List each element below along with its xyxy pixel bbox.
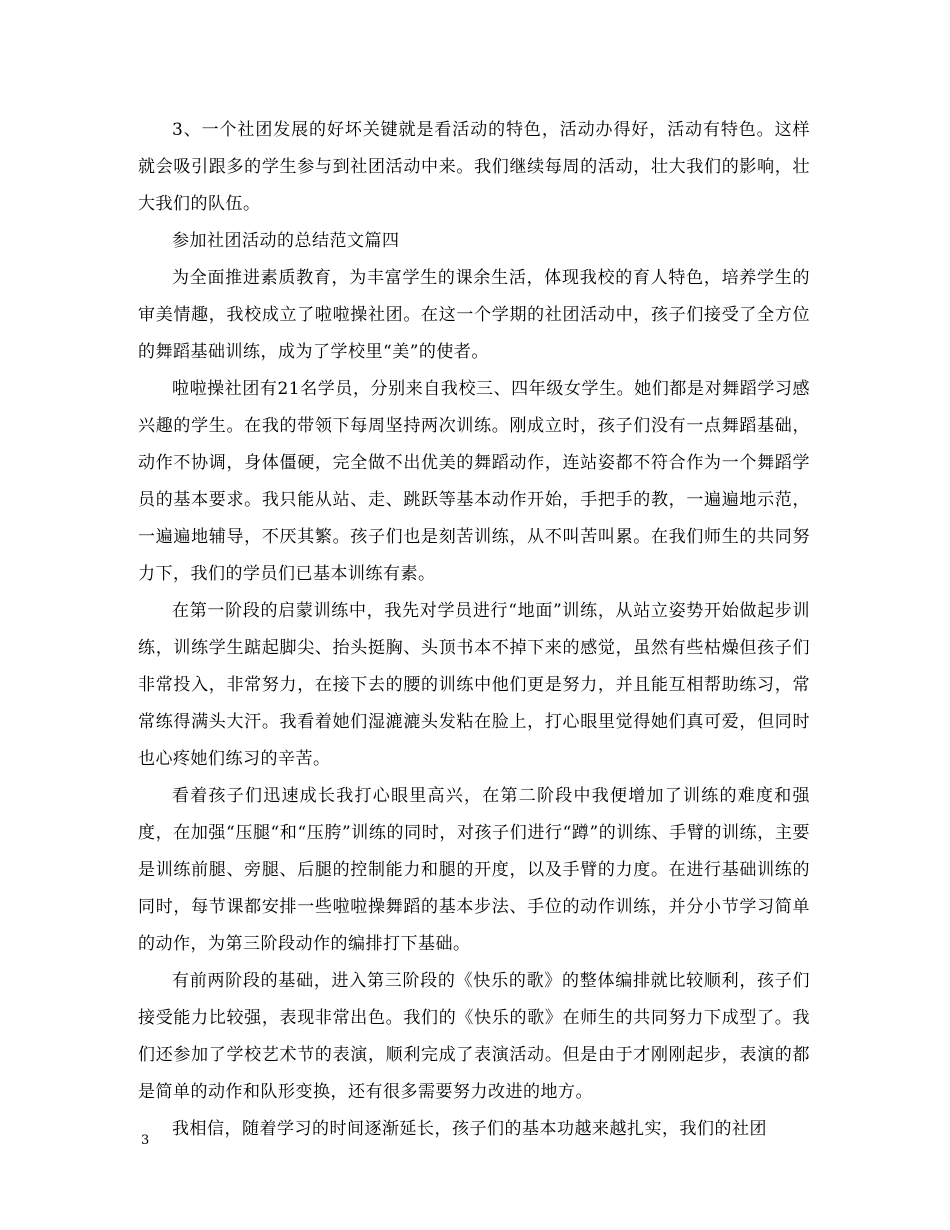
page-number: 3 (141, 1133, 150, 1148)
paragraph-conclusion: 我相信，随着学习的时间逐渐延长，孩子们的基本功越来越扎实，我们的社团 (172, 1119, 767, 1139)
paragraph-stage-two: 看着孩子们迅速成长我打心眼里高兴，在第二阶段中我便增加了训练的难度和强度，在加强“压腿“和“压胯”训练的同时，对孩子们进行“蹲”的训练、手臂的训练，主要是训练前腿、旁腿、后腿的控制能力和腿的开度，以及手臂的力度。在进行基础训练的同时，每节课都安排一些啦啦操舞蹈的基本步法、手位的动作训练，并分小节学习简单的动作，为第三阶段动作的编排打下基础。 (138, 786, 810, 954)
paragraph-intro: 为全面推进素质教育，为丰富学生的课余生活，体现我校的育人特色，培养学生的审美情趣，我校成立了啦啦操社团。在这一个学期的社团活动中，孩子们接受了全方位的舞蹈基础训练，成为了学校里“美”的使者。 (138, 268, 810, 362)
paragraph-stage-one: 在第一阶段的启蒙训练中，我先对学员进行“地面”训练，从站立姿势开始做起步训练，训练学生踮起脚尖、抬头挺胸、头顶书本不掉下来的感觉，虽然有些枯燥但孩子们非常投入，非常努力，在接下去的腰的训练中他们更是努力，并且能互相帮助练习，常常练得满头大汗。我看着她们湿漉漉头发粘在脸上，打心眼里觉得她们真可爱，但同时也心疼她们练习的辛苦。 (138, 601, 810, 769)
paragraph-members: 啦啦操社团有21名学员，分别来自我校三、四年级女学生。她们都是对舞蹈学习感兴趣的学生。在我的带领下每周坚持两次训练。刚成立时，孩子们没有一点舞蹈基础，动作不协调，身体僵硬，完全做不出优美的舞蹈动作，连站姿都不符合作为一个舞蹈学员的基本要求。我只能从站、走、跳跃等基本动作开始，手把手的教，一遍遍地示范，一遍遍地辅导，不厌其繁。孩子们也是刻苦训练，从不叫苦叫累。在我们师生的共同努力下，我们的学员们已基本训练有素。 (138, 379, 810, 584)
paragraph-stage-three: 有前两阶段的基础，进入第三阶段的《快乐的歌》的整体编排就比较顺利，孩子们接受能力比较强，表现非常出色。我们的《快乐的歌》在师生的共同努力下成型了。我们还参加了学校艺术节的表演，顺利完成了表演活动。但是由于才刚刚起步，表演的都是简单的动作和队形变换，还有很多需要努力改进的地方。 (138, 971, 810, 1102)
paragraph-item-3: 3、一个社团发展的好坏关键就是看活动的特色，活动办得好，活动有特色。这样就会吸引跟多的学生参与到社团活动中来。我们继续每周的活动，壮大我们的影响，壮大我们的队伍。 (138, 120, 810, 214)
body-text (138, 112, 810, 1148)
section-heading: 参加社团活动的总结范文篇四 (172, 231, 400, 251)
